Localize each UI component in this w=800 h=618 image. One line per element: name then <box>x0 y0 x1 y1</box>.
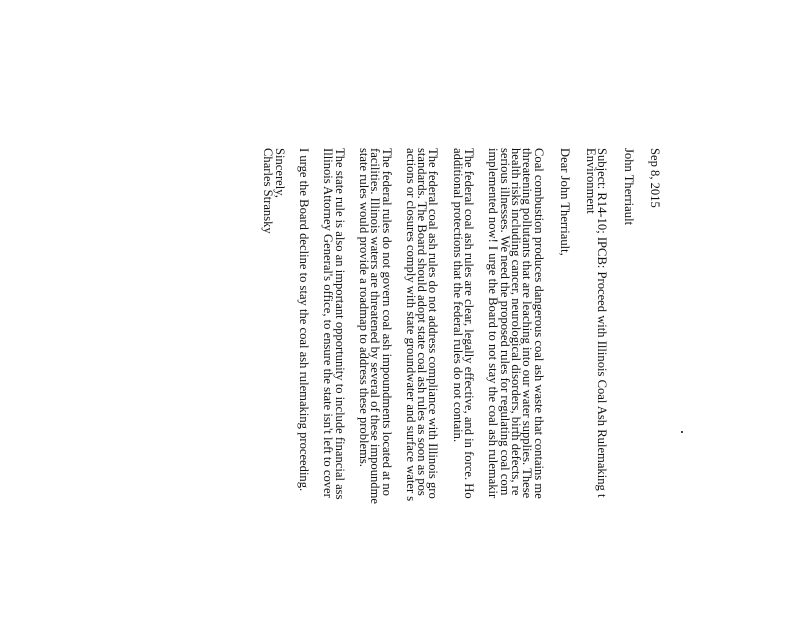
paragraph-line: Illinois Attorney General's office, to ensure the state isn't left to cover <box>321 148 336 498</box>
paragraph-line: health risks including cancer, neurological disorders, birth defects, re <box>508 148 523 496</box>
paragraph-line: implemented now! I urge the Board to not stay the coal ash rulemakir <box>486 148 501 499</box>
paragraph-line: state rules would provide a roadmap to address these problems. <box>356 148 371 467</box>
paragraph-line: The federal coal ash rules are clear, legally effective, and in force. Ho <box>462 148 477 499</box>
paragraph-line: threatening pollutants that are leaching into our water supplies. These <box>520 148 535 499</box>
paragraph <box>322 148 345 618</box>
subject <box>585 148 608 618</box>
scan-speck <box>681 431 683 433</box>
paragraph <box>486 148 546 618</box>
closing: Sincerely, <box>272 148 287 198</box>
paragraph <box>358 148 392 618</box>
paragraph-line: standards. The Board should adopt state coal ash rules as soon as pos <box>415 148 430 496</box>
subject-line: Environment <box>584 148 599 214</box>
paragraph-line: actions or closures comply with state groundwater and surface water s <box>403 148 418 502</box>
paragraph-line: Coal combustion produces dangerous coal ash waste that contains me <box>531 148 546 499</box>
signature-name: Charles Stransky <box>261 148 276 234</box>
paragraph-line: facilities. Illinois waters are threatened by several of these impoundme <box>368 148 383 504</box>
salutation: Dear John Therriault, <box>557 148 572 256</box>
paragraph-line: I urge the Board decline to stay the coal ash rulemaking proceeding. <box>297 148 312 492</box>
rotated-letter <box>262 148 660 618</box>
paragraph <box>297 148 312 618</box>
letter-date: Sep 8, 2015 <box>648 148 662 208</box>
paragraph-line: serious illnesses. We need the proposed rules for regulating coal com <box>497 148 512 496</box>
paragraph-line: The state rule is also an important opportunity to include financial ass <box>332 148 347 500</box>
subject-line: Subject: R14-10; IPCB: Proceed with Illinois Coal Ash Rulemaking t <box>595 148 610 498</box>
paragraph-line: The federal rules do not govern coal ash impoundments located at no <box>379 148 394 496</box>
paragraph <box>450 148 477 618</box>
paragraph <box>405 148 439 618</box>
paragraph-line: The federal coal ash rules do not address compliance with Illinois gro <box>426 148 441 499</box>
recipient-name: John Therriault <box>621 148 636 226</box>
paragraph-line: additional protections that the federal rules do not contain. <box>450 148 465 443</box>
